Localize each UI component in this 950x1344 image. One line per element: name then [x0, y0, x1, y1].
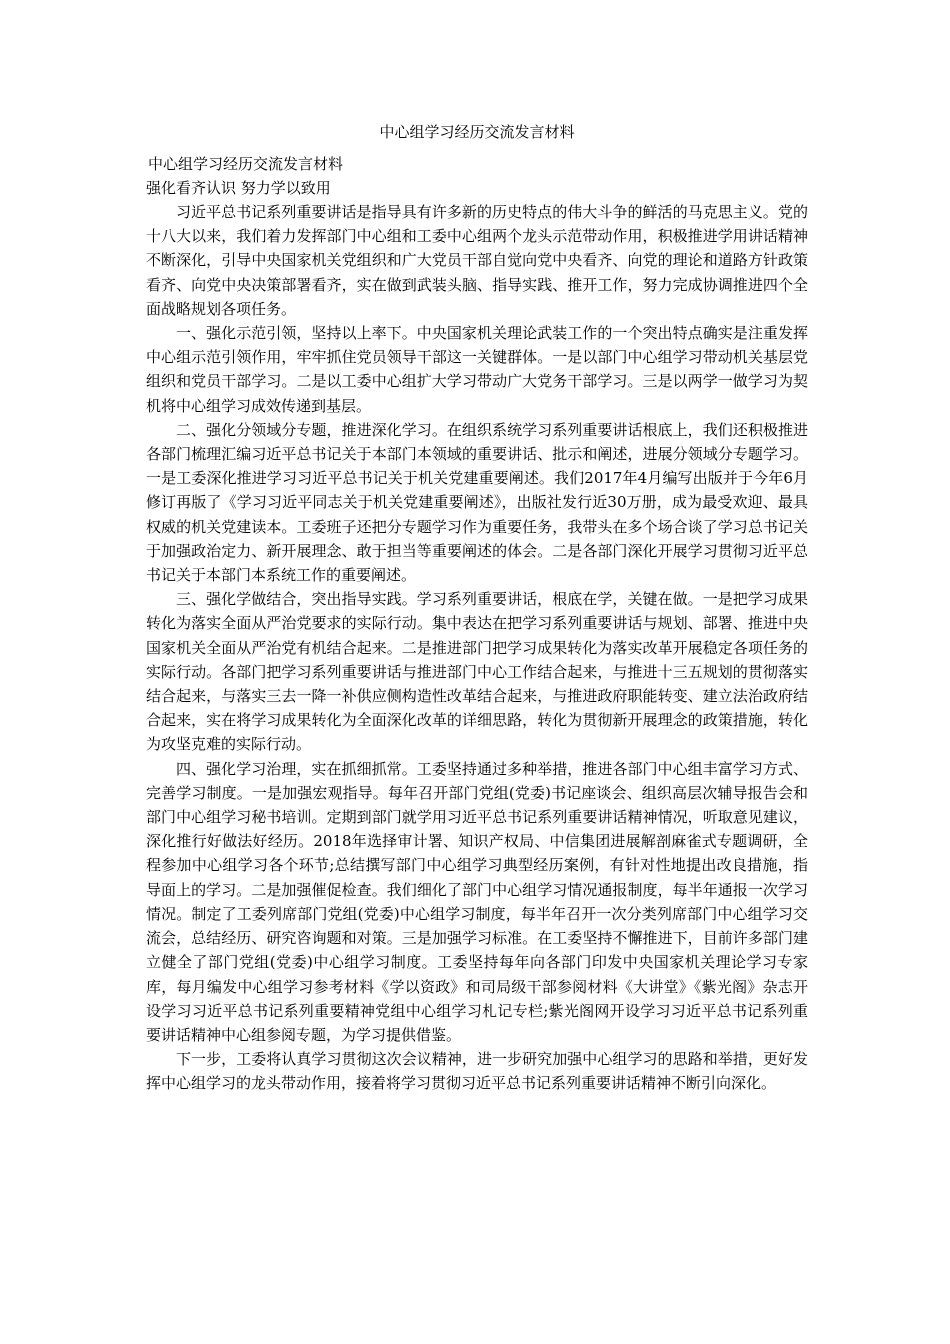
paragraph-section-1: 一、强化示范引领，坚持以上率下。中央国家机关理论武装工作的一个突出特点确实是注重发挥中心组示范引领作用，牢牢抓住党员领导干部这一关键群体。一是以部门中心组学习带动机关基层党组织和党员干部学习。二是以工委中心组扩大学习带动广大党务干部学习。三是以两学一做学习为契机将中心组学习成效传递到基层。	[146, 324, 808, 415]
document-heading: 强化看齐认识 努力学以致用	[146, 179, 331, 197]
paragraph-conclusion: 下一步，工委将认真学习贯彻这次会议精神，进一步研究加强中心组学习的思路和举措，更好发挥中心组学习的龙头带动作用，接着将学习贯彻习近平总书记系列重要讲话精神不断引向深化。	[146, 1050, 808, 1093]
paragraph-intro: 习近平总书记系列重要讲话是指导具有许多新的历史特点的伟大斗争的鲜活的马克思主义。党的十八大以来，我们着力发挥部门中心组和工委中心组两个龙头示范带动作用，积极推进学用讲话精神不断深化，引导中央国家机关党组织和广大党员干部自觉向党中央看齐、向党的理论和道路方针政策看齐、向党中央决策部署看齐，实在做到武装头脑、指导实践、推开工作，努力完成协调推进四个全面战略规划各项任务。	[146, 203, 808, 318]
paragraph-section-3: 三、强化学做结合，突出指导实践。学习系列重要讲话，根底在学，关键在做。一是把学习成果转化为落实全面从严治党要求的实际行动。集中表达在把学习系列重要讲话与规划、部署、推进中央国家机关全面从严治党有机结合起来。二是推进部门把学习成果转化为落实改革开展稳定各项任务的实际行动。各部门把学习系列重要讲话与推进部门中心工作结合起来，与推进十三五规划的贯彻落实结合起来，与落实三去一降一补供应侧构造性改革结合起来，与推进政府职能转变、建立法治政府结合起来，实在将学习成果转化为全面深化改革的详细思路，转化为贯彻新开展理念的政策措施，转化为攻坚克难的实际行动。	[146, 590, 808, 754]
paragraph-section-4: 四、强化学习治理，实在抓细抓常。工委坚持通过多种举措，推进各部门中心组丰富学习方式、完善学习制度。一是加强宏观指导。每年召开部门党组(党委)书记座谈会、组织高层次辅导报告会和部门中心组学习秘书培训。定期到部门就学用习近平总书记系列重要讲话精神情况，听取意见建议，深化推行好做法好经历。2018年选择审计署、知识产权局、中信集团进展解剖麻雀式专题调研，全程参加中心组学习各个环节;总结撰写部门中心组学习典型经历案例，有针对性地提出改良措施，指导面上的学习。二是加强催促检查。我们细化了部门中心组学习情况通报制度，每半年通报一次学习情况。制定了工委列席部门党组(党委)中心组学习制度，每半年召开一次分类列席部门中心组学习交流会，总结经历、研究咨询题和对策。三是加强学习标准。在工委坚持不懈推进下，目前许多部门建立健全了部门党组(党委)中心组学习制度。工委坚持每年向各部门印发中央国家机关理论学习专家库，每月编发中心组学习参考材料《学以资政》和司局级干部参阅材料《大讲堂》《紫光阁》杂志开设学习习近平总书记系列重要精神党组中心组学习札记专栏;紫光阁网开设学习习近平总书记系列重要讲话精神中心组参阅专题，为学习提供借鉴。	[146, 759, 808, 1044]
paragraph-section-2: 二、强化分领域分专题，推进深化学习。在组织系统学习系列重要讲话根底上，我们还积极推进各部门梳理汇编习近平总书记关于本部门本领域的重要讲话、批示和阐述，进展分领域分专题学习。一是工委深化推进学习习近平总书记关于机关党建重要阐述。我们2017年4月编写出版并于今年6月修订再版了《学习习近平同志关于机关党建重要阐述》，出版社发行近30万册，成为最受欢迎、最具权威的机关党建读本。工委班子还把分专题学习作为重要任务，我带头在多个场合谈了学习总书记关于加强政治定力、新开展理念、敢于担当等重要阐述的体会。二是各部门深化开展学习贯彻习近平总书记关于本部门本系统工作的重要阐述。	[146, 420, 808, 585]
document-page	[146, 120, 808, 1096]
document-title: 中心组学习经历交流发言材料	[379, 123, 575, 141]
document-subtitle: 中心组学习经历交流发言材料	[148, 155, 344, 173]
